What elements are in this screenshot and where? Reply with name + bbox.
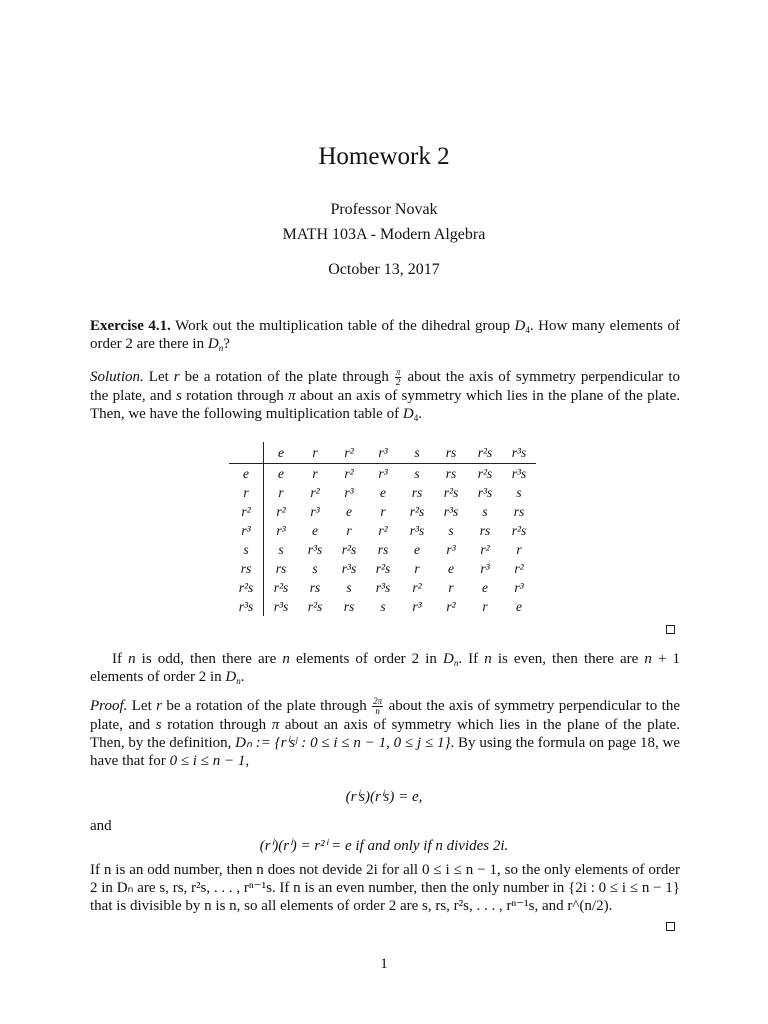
table-cell: r³ bbox=[514, 579, 524, 595]
table-cell: rs bbox=[513, 503, 525, 519]
table-cell: r²s bbox=[273, 579, 289, 595]
table-cell: s bbox=[516, 484, 522, 500]
table-cell: r³s bbox=[273, 598, 289, 614]
solution-d: D bbox=[402, 406, 414, 423]
claim-text: elements of order 2 in bbox=[289, 651, 443, 667]
table-column-header: r²s bbox=[468, 442, 502, 464]
table-cell: rs bbox=[309, 579, 321, 595]
table-row-header: r²s bbox=[229, 578, 264, 597]
table-corner-cell bbox=[229, 442, 264, 464]
table-row bbox=[229, 559, 536, 578]
page-number: 1 bbox=[380, 956, 388, 972]
table-row bbox=[229, 597, 536, 616]
table-cell: rs bbox=[275, 560, 287, 576]
solution-s: s bbox=[175, 388, 182, 405]
table-cell: s bbox=[346, 579, 352, 595]
table-row bbox=[229, 521, 536, 540]
proof-paragraph bbox=[90, 697, 680, 770]
table-cell: e bbox=[380, 484, 386, 500]
table-cell: r bbox=[312, 465, 318, 481]
table-row-header: r³ bbox=[229, 521, 264, 540]
solution-r: r bbox=[173, 369, 180, 385]
table-cell: r²s bbox=[307, 598, 323, 614]
table-cell: r³s bbox=[409, 522, 425, 538]
table-cell: r bbox=[278, 484, 284, 500]
table-cell: r³ bbox=[310, 503, 320, 519]
claim-text: . If bbox=[458, 651, 485, 667]
claim-sub: n bbox=[453, 658, 459, 668]
table-cell: e bbox=[278, 465, 284, 481]
claim-var: D bbox=[443, 651, 454, 667]
table-column-header: s bbox=[400, 442, 434, 464]
table-cell: r² bbox=[310, 484, 320, 500]
solution-t3: about the axis of symmetry perpendicular to the plate, and bbox=[90, 369, 680, 405]
display-equation-1: (rⁱs)(rⁱs) = e, bbox=[345, 789, 423, 805]
table-cell: rs bbox=[411, 484, 423, 500]
table-cell: r³s bbox=[341, 560, 357, 576]
solution-t1: Let bbox=[143, 369, 174, 385]
table-cell: r² bbox=[446, 598, 456, 614]
table-cell: r²s bbox=[477, 465, 493, 481]
claim-text: + 1 elements of order 2 in bbox=[90, 651, 681, 685]
solution-t4: rotation through bbox=[181, 388, 289, 405]
course-name: MATH 103A - Modern Algebra bbox=[282, 226, 486, 243]
exercise-text-c: ? bbox=[223, 336, 230, 352]
solution-pi: π bbox=[288, 388, 296, 405]
solution-d-sub: 4 bbox=[413, 413, 419, 424]
table-cell: s bbox=[448, 522, 454, 538]
table-cell: e bbox=[482, 579, 488, 595]
exercise-text-b: . How many elements of order 2 are there in bbox=[90, 318, 680, 352]
claim-var: n bbox=[484, 651, 492, 667]
claim-var: n bbox=[128, 651, 136, 667]
table-cell: e bbox=[346, 503, 352, 519]
table-row bbox=[229, 578, 536, 597]
table-cell: r bbox=[448, 579, 454, 595]
table-cell: rs bbox=[343, 598, 355, 614]
table-cell: r³ bbox=[276, 522, 286, 538]
qed-square-icon bbox=[666, 922, 675, 931]
table-cell: r² bbox=[480, 541, 490, 557]
claim-paragraph bbox=[90, 650, 680, 686]
table-column-header: rs bbox=[434, 442, 468, 464]
exercise-statement bbox=[90, 317, 680, 353]
table-cell: rs bbox=[377, 541, 389, 557]
proof-text: rotation through bbox=[161, 717, 272, 734]
table-cell: r bbox=[482, 598, 488, 614]
table-row-header: rs bbox=[229, 559, 264, 578]
table-row bbox=[229, 464, 536, 484]
table-cell: r² bbox=[378, 522, 388, 538]
proof-fraction: $\frac{2\pi}{n}$ bbox=[373, 696, 383, 717]
proof-text: about the axis of symmetry perpendicular to the plate, and bbox=[90, 698, 681, 734]
table-cell: r²s bbox=[443, 484, 459, 500]
exercise-dn: D bbox=[207, 336, 219, 352]
document-title: Homework 2 bbox=[318, 143, 450, 170]
table-cell: r²s bbox=[341, 541, 357, 557]
claim-sub: n bbox=[236, 676, 241, 686]
table-column-header: r³ bbox=[366, 442, 400, 464]
claim-var: n bbox=[644, 651, 652, 667]
table-cell: s bbox=[312, 560, 318, 576]
solution-t2: be a rotation of the plate through bbox=[179, 369, 394, 385]
table-row-header: s bbox=[229, 540, 264, 559]
solution-paragraph bbox=[90, 368, 680, 423]
table-cell: e bbox=[312, 522, 318, 538]
exercise-dn-sub: n bbox=[218, 343, 224, 353]
claim-text: If bbox=[112, 651, 129, 667]
proof-label: Proof. bbox=[90, 698, 128, 714]
table-cell: r² bbox=[344, 465, 354, 481]
multiplication-table bbox=[229, 442, 536, 616]
table-cell: e bbox=[448, 560, 454, 576]
table-cell: rs bbox=[479, 522, 491, 538]
proof-and: and bbox=[90, 818, 112, 834]
proof-text: , bbox=[245, 753, 250, 770]
cayley-table bbox=[229, 442, 536, 616]
table-cell: r³ bbox=[344, 484, 354, 500]
solution-t6: . bbox=[418, 406, 422, 423]
table-cell: r bbox=[380, 503, 386, 519]
table-cell: r³s bbox=[511, 465, 527, 481]
table-cell: s bbox=[482, 503, 488, 519]
table-cell: e bbox=[414, 541, 420, 557]
table-row-header: e bbox=[229, 464, 264, 484]
table-cell: s bbox=[380, 598, 386, 614]
exercise-text-a: Work out the multiplication table of the dihedral group bbox=[175, 318, 515, 334]
table-cell: r bbox=[346, 522, 352, 538]
proof-definition: Dₙ := {rⁱsʲ : 0 ≤ i ≤ n − 1, 0 ≤ j ≤ 1} bbox=[235, 735, 451, 752]
solution-fraction: $\frac{\pi}{2}$ bbox=[395, 367, 401, 388]
table-header-row bbox=[229, 442, 536, 464]
table-cell: r² bbox=[412, 579, 422, 595]
table-cell: r³ bbox=[480, 560, 490, 576]
qed-square-icon bbox=[666, 625, 675, 634]
proof-var: s bbox=[155, 717, 162, 734]
display-equation-2: (rⁱ)(rⁱ) = r²ⁱ = e if and only if n divides 2i. bbox=[259, 838, 509, 854]
table-cell: rs bbox=[445, 465, 457, 481]
proof-conclusion: If n is an odd number, then n does not devide 2i for all 0 ≤ i ≤ n − 1, so the only elements of order 2 in Dₙ are s, rs, r²s, . . . , rⁿ⁻¹s. If n is an even number, then the only number in {2i : 0 ≤ i ≤ n − 1} that is divisible by n is n, so all elements of order 2 are s, rs, r²s, . . . , rⁿ⁻¹s, and r^(n/2). bbox=[90, 862, 680, 914]
proof-text: about an axis of symmetry which lies in the plane of the plate. Then, by the definition, bbox=[90, 717, 680, 752]
table-cell: r³s bbox=[307, 541, 323, 557]
table-cell: r²s bbox=[409, 503, 425, 519]
claim-text: is odd, then there are bbox=[135, 651, 283, 667]
proof-var: π bbox=[271, 717, 280, 734]
table-cell: e bbox=[516, 598, 522, 614]
claim-var: D bbox=[225, 669, 237, 685]
table-cell: r bbox=[516, 541, 522, 557]
table-cell: r² bbox=[514, 560, 524, 576]
table-row bbox=[229, 540, 536, 559]
table-row bbox=[229, 483, 536, 502]
proof-text: . By using the formula on page 18, we have that for bbox=[90, 735, 680, 770]
solution-label: Solution. bbox=[90, 369, 144, 385]
table-column-header: r² bbox=[332, 442, 366, 464]
table-row-header: r² bbox=[229, 502, 264, 521]
table-column-header: e bbox=[264, 442, 299, 464]
table-cell: r³ bbox=[378, 465, 388, 481]
table-cell: s bbox=[414, 465, 420, 481]
table-column-header: r bbox=[298, 442, 332, 464]
table-column-header: r³s bbox=[502, 442, 536, 464]
table-cell: r²s bbox=[511, 522, 527, 538]
table-row-header: r bbox=[229, 483, 264, 502]
claim-var: n bbox=[282, 651, 290, 667]
table-cell: r² bbox=[276, 503, 286, 519]
exercise-group-sub: 4 bbox=[525, 325, 530, 335]
table-cell: r³ bbox=[412, 598, 422, 614]
table-cell: r³s bbox=[375, 579, 391, 595]
table-cell: r bbox=[414, 560, 420, 576]
document-date: October 13, 2017 bbox=[328, 261, 440, 278]
table-cell: s bbox=[278, 541, 284, 557]
solution-t5: about an axis of symmetry which lies in the plane of the plate. Then, we have the following multiplication table of bbox=[90, 388, 680, 423]
proof-text: be a rotation of the plate through bbox=[161, 698, 372, 714]
claim-text: is even, then there are bbox=[491, 651, 645, 667]
proof-text: Let bbox=[127, 698, 157, 714]
exercise-label: Exercise 4.1. bbox=[90, 318, 171, 334]
table-cell: r³s bbox=[477, 484, 493, 500]
proof-var: r bbox=[156, 698, 162, 714]
exercise-group: D bbox=[514, 318, 526, 334]
author-name: Professor Novak bbox=[330, 201, 438, 218]
table-cell: r³s bbox=[443, 503, 459, 519]
table-row-header: r³s bbox=[229, 597, 264, 616]
table-cell: r²s bbox=[375, 560, 391, 576]
claim-text: . bbox=[240, 669, 245, 685]
table-cell: r³ bbox=[446, 541, 456, 557]
table-row bbox=[229, 502, 536, 521]
proof-range: 0 ≤ i ≤ n − 1 bbox=[169, 753, 246, 770]
